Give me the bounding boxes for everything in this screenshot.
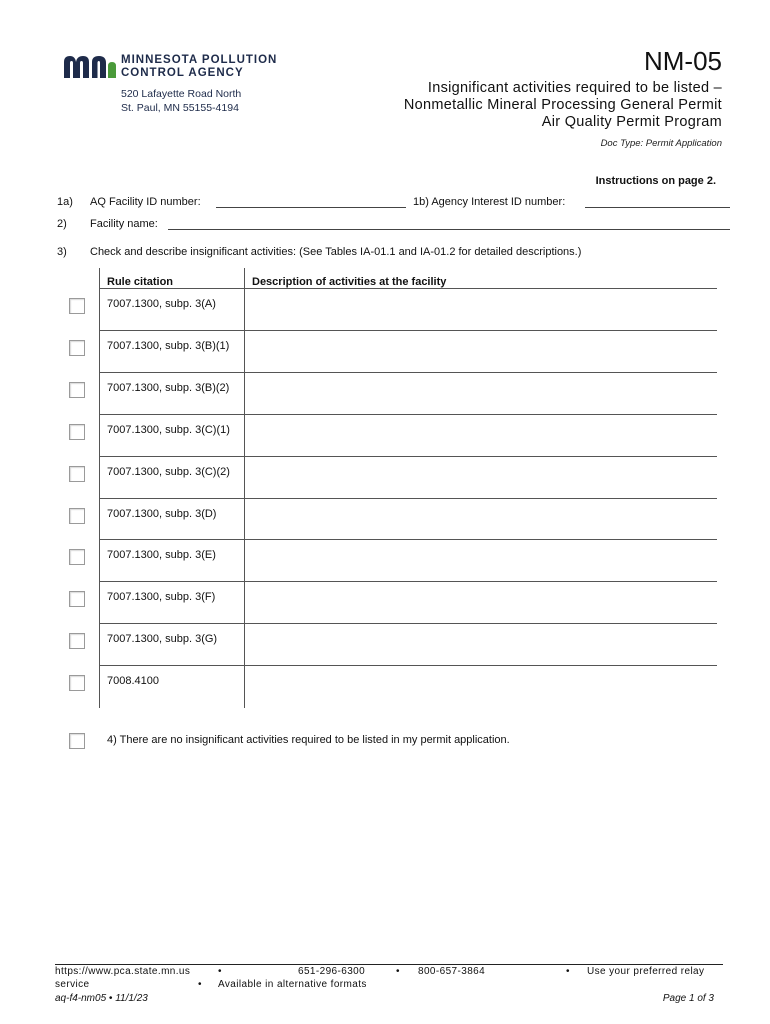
column-header-description: Description of activities at the facility xyxy=(252,276,447,288)
agency-address xyxy=(121,87,241,115)
agency-name xyxy=(121,54,277,80)
form-title-line2: Nonmetallic Mineral Processing General Permit xyxy=(403,97,722,113)
q1a-label: AQ Facility ID number: xyxy=(90,196,201,208)
row-checkbox[interactable] xyxy=(69,549,85,565)
q1b-label: 1b) Agency Interest ID number: xyxy=(413,196,566,208)
row-checkbox[interactable] xyxy=(69,591,85,607)
no-activities-checkbox[interactable] xyxy=(69,733,85,749)
footer-phone-2: 800-657-3864 xyxy=(418,966,486,977)
row-checkbox[interactable] xyxy=(69,466,85,482)
q2-number: 2) xyxy=(57,218,67,230)
footer-bullet-1: • xyxy=(218,966,222,977)
row-divider xyxy=(99,539,717,540)
row-divider xyxy=(99,581,717,582)
instructions-note: Instructions on page 2. xyxy=(595,175,716,187)
footer-url[interactable]: https://www.pca.state.mn.us xyxy=(55,966,191,977)
activity-description-field[interactable] xyxy=(246,374,716,412)
rule-citation: 7007.1300, subp. 3(B)(2) xyxy=(107,381,230,394)
rule-citation: 7007.1300, subp. 3(F) xyxy=(107,591,216,604)
aq-facility-id-field[interactable] xyxy=(216,207,406,208)
table-column-divider xyxy=(244,268,245,708)
row-divider xyxy=(99,623,717,624)
row-divider xyxy=(99,330,717,331)
row-checkbox[interactable] xyxy=(69,508,85,524)
row-checkbox[interactable] xyxy=(69,340,85,356)
rule-citation: 7007.1300, subp. 3(C)(1) xyxy=(107,423,230,436)
row-checkbox[interactable] xyxy=(69,382,85,398)
column-header-rule-citation: Rule citation xyxy=(107,276,174,288)
footer-phone-1: 651-296-6300 xyxy=(298,966,366,977)
agency-interest-id-field[interactable] xyxy=(585,207,730,208)
rule-citation: 7008.4100 xyxy=(107,675,159,688)
activity-description-field[interactable] xyxy=(246,458,716,496)
activity-description-field[interactable] xyxy=(246,625,716,663)
row-checkbox[interactable] xyxy=(69,298,85,314)
footer-page-number: Page 1 of 3 xyxy=(662,993,714,1004)
address-line1: 520 Lafayette Road North xyxy=(121,88,242,100)
activity-description-field[interactable] xyxy=(246,583,716,621)
row-checkbox[interactable] xyxy=(69,424,85,440)
footer-bullet-2: • xyxy=(396,966,400,977)
q1a-number: 1a) xyxy=(57,196,73,208)
q4-label: 4) There are no insignificant activities required to be listed in my permit application. xyxy=(107,734,510,746)
rule-citation: 7007.1300, subp. 3(G) xyxy=(107,633,218,646)
doc-type: Doc Type: Permit Application xyxy=(600,138,722,149)
q3-number: 3) xyxy=(57,246,67,258)
rule-citation: 7007.1300, subp. 3(B)(1) xyxy=(107,339,230,352)
address-line2: St. Paul, MN 55155-4194 xyxy=(121,102,239,114)
table-header-rule xyxy=(99,288,717,289)
footer-form-code: aq-f4-nm05 • 11/1/23 xyxy=(55,993,148,1004)
activity-description-field[interactable] xyxy=(246,332,716,370)
mn-logo-icon xyxy=(62,54,118,80)
footer-bullet-4: • xyxy=(198,979,202,990)
agency-logo xyxy=(62,52,302,122)
rule-citation: 7007.1300, subp. 3(C)(2) xyxy=(107,465,230,478)
row-checkbox[interactable] xyxy=(69,675,85,691)
footer-bullet-3: • xyxy=(566,966,570,977)
activity-description-field[interactable] xyxy=(246,290,716,328)
footer-relay: Use your preferred relay xyxy=(587,966,705,977)
activity-description-field[interactable] xyxy=(246,541,716,579)
activity-description-field[interactable] xyxy=(246,416,716,454)
form-title-line1: Insignificant activities required to be listed – xyxy=(427,80,722,96)
agency-name-line1: MINNESOTA POLLUTION xyxy=(121,54,278,66)
agency-name-line2: CONTROL AGENCY xyxy=(121,67,244,79)
table-left-border xyxy=(99,268,100,708)
rule-citation: 7007.1300, subp. 3(E) xyxy=(107,549,216,562)
rule-citation: 7007.1300, subp. 3(A) xyxy=(107,298,216,310)
form-number: NM-05 xyxy=(643,46,722,76)
footer-rule xyxy=(55,964,723,965)
activity-description-field[interactable] xyxy=(246,500,716,538)
facility-name-field[interactable] xyxy=(168,229,730,230)
row-checkbox[interactable] xyxy=(69,633,85,649)
rule-citation: 7007.1300, subp. 3(D) xyxy=(107,507,217,520)
row-divider xyxy=(99,665,717,666)
q3-label: Check and describe insignificant activities: (See Tables IA-01.1 and IA-01.2 for detailed descriptions.) xyxy=(90,246,582,258)
q2-label: Facility name: xyxy=(90,218,158,230)
activity-description-field[interactable] xyxy=(246,667,716,705)
form-title-line3: Air Quality Permit Program xyxy=(541,114,722,130)
footer-alt-formats: Available in alternative formats xyxy=(218,979,367,990)
footer-service: service xyxy=(55,979,90,990)
